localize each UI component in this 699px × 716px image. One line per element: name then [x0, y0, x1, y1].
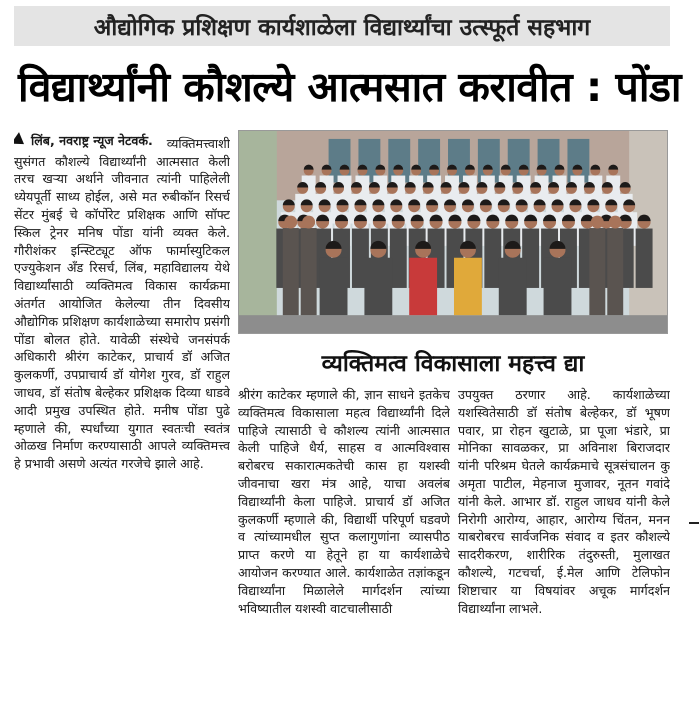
side-person-head [284, 216, 297, 229]
side-person-head [609, 216, 622, 229]
byline: लिंब, नवराष्ट्र न्यूज नेटवर्क. [31, 133, 153, 148]
side-person-body [301, 228, 317, 315]
group-photo [238, 130, 668, 334]
person-body [636, 229, 653, 288]
byline-arrow-icon [14, 132, 28, 150]
column-2-text: श्रीरंग काटेकर म्हणाले की, ज्ञान साधने इतकेच व्यक्तिमत्व विकासाला महत्व विद्यार्थ्यांनी दिले पाहिजे त्यासाठी चे कौशल्य त्यांनी आत्मसात केली पाहिजे धैर्य, साहस व आत्मविश्वास बरोबरच सकारात्मकतेची कास हा यशस्वी जीवनाचा खरा मंत्र आहे, याचा अवलंब विद्यार्थ्यांनी केला पाहिजे. प्राचार्य डॉ अजित कुलकर्णी म्हणाले की, विद्यार्थी परिपूर्ण घडवणे व त्यांच्यामधील सुप्त कलागुणांना व्यासपीठ प्राप्त करणे या हेतूने हा या कार्यशाळेचे आयोजन करण्यात आले. कार्यशाळेत तज्ञांकडून विद्यार्थ्यांना मिळालेले मार्गदर्शन त्यांच्या भविष्यातील यशस्वी वाटचालीसाठी [238, 387, 450, 616]
side-person-body [283, 228, 299, 315]
person-body [390, 229, 407, 288]
article-column-1 [14, 132, 230, 710]
side-person-head [591, 216, 604, 229]
front-person-body [364, 258, 392, 315]
page-edge-mark [689, 522, 699, 524]
byline-paragraph [14, 132, 230, 473]
group-photo-icon [239, 131, 667, 333]
side-person-body [607, 228, 623, 315]
front-person-body [499, 258, 527, 315]
front-person-body [409, 258, 437, 315]
person-body [484, 229, 501, 288]
column-3-text: उपयुक्त ठरणार आहे. कार्यशाळेच्या यशस्वितेसाठी डॉ संतोष बेल्हेकर, डॉ भूषण पवार, प्रा रोहन खुटाळे, प्रा पूजा भंडारे, प्रा मोनिका सावळकर, प्रा अविनाश बिराजदार यांनी परिश्रम घेतले कार्यक्रमाचे सूत्रसंचालन कु अमृता पाटील, मेहनाज मुजावर, नूतन गवांदे यांनी केले. आभार डॉ. राहुल जाधव यांनी केले निरोगी आरोग्य, आहार, आरोग्य चिंतन, मनन याबरोबरच सार्वजनिक संवाद व इतर कौशल्ये सादरीकरण, शारीरिक तंदुरुस्ती, मुलाखत कौशल्ये, गटचर्चा, ई.मेल आणि टेलिफोन शिष्टाचार या विषयांवर अचूक मार्गदर्शन विद्यार्थ्यांना लाभले. [458, 387, 670, 616]
column-1-text: व्यक्तिमत्त्वाशी सुसंगत कौशल्ये विद्यार्थ्यांनी आत्मसात केली तरच खऱ्या अर्थाने जीवनात त्यांनी पाहिलेली ध्येयपूर्ती साध्य होईल, असे मत रुबीकॉन रिसर्च सेंटर मुंबई चे कॉर्पोरेट प्रशिक्षक आणि सॉफ्ट स्किल ट्रेनर मनिष पोंडा यांनी व्यक्त केले. गौरीशंकर इन्स्टिट्यूट ऑफ फार्मास्युटिकल एज्युकेशन अँड रिसर्च, लिंब, महाविद्यालय येथे विद्यार्थ्यांसाठी व्यक्तिमत्व विकास कार्यक्रमा अंतर्गत आयोजित केलेल्या तीन दिवसीय औद्योगिक प्रशिक्षण कार्यशाळेच्या समारोप प्रसंगी पोंडा बोलत होते. यावेळी संस्थेचे जनसंपर्क अधिकारी श्रीरंग काटेकर, प्राचार्य डॉ अजित कुलकर्णी, उपप्राचार्य डॉ योगेश गुरव, डॉ राहुल जाधव, डॉ संतोष बेल्हेकर प्रशिक्षक दिव्या धाडवे आदी प्रमुख उपस्थित होते. मनीष पोंडा पुढे म्हणाले की, स्पर्धांच्या युगात स्वतःची स्वतंत्र ओळख निर्माण करण्यासाठी आपले व्यक्तिमत्त्व हे प्रभावी असणे अत्यंत गरजेचे झाले आहे. [14, 135, 230, 472]
tree-left [239, 131, 277, 333]
side-person-body [589, 228, 605, 315]
front-person-body [320, 258, 348, 315]
side-person-head [302, 216, 315, 229]
article-headline: विद्यार्थ्यांनी कौशल्ये आत्मसात करावीत : पोंडा [18, 63, 681, 111]
article-column-3 [458, 386, 670, 710]
article-kicker: औद्योगिक प्रशिक्षण कार्यशाळेला विद्यार्थ्यांचा उत्स्फूर्त सहभाग [14, 6, 670, 46]
front-person-body [454, 258, 482, 315]
front-person-body [544, 258, 572, 315]
article-subheading: व्यक्तिमत्व विकासाला महत्त्व द्या [321, 351, 585, 377]
article-column-2 [238, 386, 450, 710]
floor [239, 315, 667, 333]
